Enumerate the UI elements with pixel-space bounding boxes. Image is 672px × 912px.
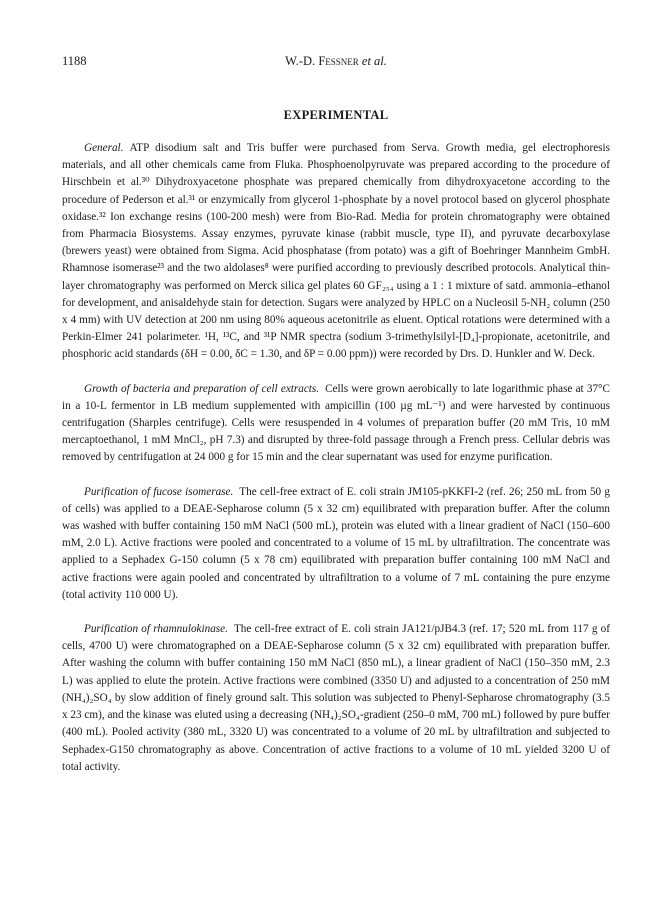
paragraph-lead: Growth of bacteria and preparation of cell extracts. [84,382,320,395]
running-head [62,54,610,69]
paragraph-text: The cell-free extract of E. coli strain JA121/pJB4.3 (ref. 17; 520 mL from 117 g of cells, 4700 U) were chromatographed on a DEAE-Sepharose column (5 x 32 cm) equilibrated with preparation buffer. After washing the column with buffer containing 150 mM NaCl (850 mL), a linear gradient of NaCl (150–350 mM, 2.3 L) was applied to elute the protein. Active fractions were combined (3350 U) and adjusted to a concentration of 250 mM (NH₄)₂SO₄ by slow addition of finely ground salt. This solution was subjected to Phenyl-Sepharose chromatography (3.5 x 23 cm), and the kinase was eluted using a decreasing (NH₄)₂SO₄-gradient (250–0 mM, 700 mL) followed by pure buffer (400 mL). Pooled activity (380 mL, 3320 U) was concentrated to a volume of 20 mL by ultrafiltration and subjected to Sephadex-G150 chromatography as above. Concentration of active fractions to a volume of 10 mL yielded 3200 U of total activity. [62,623,610,773]
running-head-surname: Fessner [318,54,359,68]
paragraph-text: ATP disodium salt and Tris buffer were purchased from Serva. Growth media, gel electrophoresis materials, and all other chemicals came from Fluka. Phosphoenolpyruvate was prepared according to the procedure of Hirschbein et al.³⁰ Dihydroxyacetone phosphate was prepared chemically from dihydroxyacetone according to the procedure of Pederson et al.³¹ or enzymically from glycerol 1-phosphate by a novel protocol based on glycerol phosphate oxidase.³² Ion exchange resins (100-200 mesh) were from Bio-Rad. Media for protein chromatography were obtained from Pharmacia Biosystems. Assay enzymes, pyruvate kinase (rabbit muscle, type II), and pyruvate decarboxylase (brewers yeast) were obtained from Sigma. Acid phosphatase (from potato) was a gift of Boehringer Mannheim GmbH. Rhamnose isomerase²³ and the two aldolases⁸ were purified according to previously described protocols. Analytical thin-layer chromatography was performed on Merck silica gel plates 60 GF₂₅₄ using a 1 : 1 mixture of satd. ammonia–ethanol for development, and anisaldehyde stain for detection. Sugars were analyzed by HPLC on a Nucleosil 5-NH₂ column (250 x 4 mm) with UV detection at 200 nm using 80% aqueous acetonitrile as eluent. Optical rotations were determined with a Perkin-Elmer 241 polarimeter. ¹H, ¹³C, and ³¹P NMR spectra (sodium 3-trimethylsilyl-[D₄]-propionate, acetonitrile, and phosphoric acid standards (δH = 0.00, δC = 1.30, and δP = 0.00 ppm)) were recorded by Drs. D. Hunkler and W. Deck. [62,142,610,361]
paragraph-general [62,140,610,364]
paragraph-text: The cell-free extract of E. coli strain JM105-pKKFI-2 (ref. 26; 250 mL from 50 g of cells) was applied to a DEAE-Sepharose column (5 x 32 cm) equilibrated with preparation buffer. After the column was washed with buffer containing 150 mM NaCl (500 mL), protein was eluted with a linear gradient of NaCl (150–600 mM, 2.0 L). Active fractions were pooled and concentrated to a volume of 15 mL by ultrafiltration. The concentrate was applied to a Sephadex G-150 column (5 x 78 cm) equilibrated with preparation buffer containing 100 mM NaCl and active fractions were again pooled and concentrated by ultrafiltration to a volume of 7 mL containing the pure enzyme (total activity 110 000 U). [62,485,610,601]
running-head-etal: et al. [358,54,387,68]
article-body [62,140,610,793]
paragraph-lead: Purification of rhamnulokinase. [84,623,228,636]
paragraph-lead: Purification of fucose isomerase. [84,485,234,498]
section-title: EXPERIMENTAL [283,108,389,122]
paragraph-growth [62,381,610,467]
paragraph-rhamnulokinase [62,621,610,776]
page-header [62,54,610,72]
paragraph-fucose-isomerase [62,484,610,604]
paragraph-text: Cells were grown aerobically to late logarithmic phase at 37°C in a 10-L fermentor in LB medium supplemented with ampicillin (100 µg mL⁻¹) and were harvested by continuous centrifugation (Sharples centrifuge). Cells were resuspended in 4 volumes of preparation buffer (20 mM Tris, 10 mM mercaptoethanol, 1 mM MnCl₂, pH 7.3) and disrupted by three-fold passage through a French press. Cellular debris was removed by centrifugation at 24 000 g for 15 min and the clear supernatant was used for enzyme purification. [62,382,610,464]
paragraph-lead: General. [84,142,124,154]
running-head-author: W.-D. [285,54,319,68]
page-number: 1188 [62,54,87,68]
